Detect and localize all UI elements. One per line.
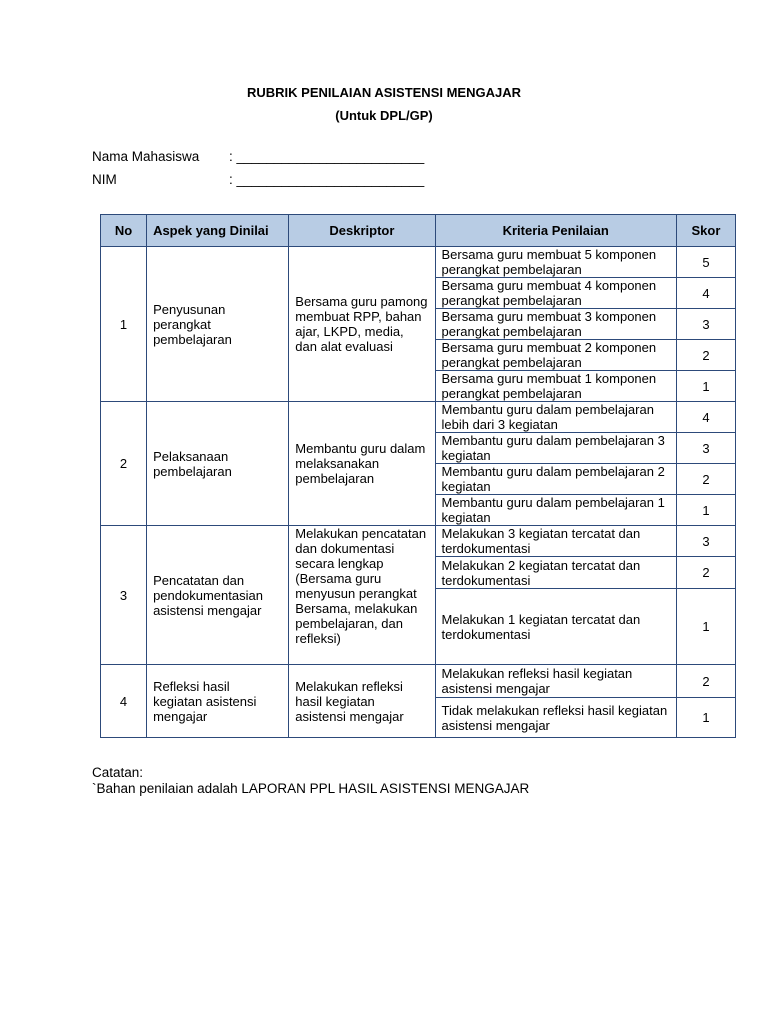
header-skor: Skor [676, 215, 735, 247]
skor-cell: 5 [676, 247, 735, 278]
skor-cell: 4 [676, 402, 735, 433]
nama-field [92, 149, 424, 164]
table-row [101, 402, 736, 433]
header-kriteria: Kriteria Penilaian [435, 215, 676, 247]
kriteria-cell: Membantu guru dalam pembelajaran 3 kegiatan [435, 433, 676, 464]
nim-value[interactable]: : _________________________ [229, 172, 425, 187]
skor-cell: 4 [676, 278, 735, 309]
row-deskriptor: Membantu guru dalam melaksanakan pembelajaran [289, 402, 435, 526]
kriteria-cell: Melakukan 3 kegiatan tercatat dan terdokumentasi [435, 526, 676, 557]
table-row [101, 247, 736, 278]
nama-label: Nama Mahasiswa [92, 149, 200, 164]
table-row [101, 665, 736, 698]
kriteria-cell: Melakukan 1 kegiatan tercatat dan terdokumentasi [435, 589, 676, 665]
kriteria-cell: Membantu guru dalam pembelajaran 1 kegiatan [435, 495, 676, 526]
table-row [101, 526, 736, 557]
skor-cell: 3 [676, 433, 735, 464]
document-title: RUBRIK PENILAIAN ASISTENSI MENGAJAR [247, 85, 521, 100]
kriteria-cell: Bersama guru membuat 2 komponen perangkat pembelajaran [435, 340, 676, 371]
notes-section [92, 765, 529, 797]
kriteria-cell: Bersama guru membuat 5 komponen perangkat pembelajaran [435, 247, 676, 278]
kriteria-cell: Membantu guru dalam pembelajaran 2 kegiatan [435, 464, 676, 495]
row-deskriptor: Melakukan refleksi hasil kegiatan asistensi mengajar [289, 665, 435, 738]
row-deskriptor: Bersama guru pamong membuat RPP, bahan ajar, LKPD, media, dan alat evaluasi [289, 247, 435, 402]
row-aspek: Pelaksanaan pembelajaran [147, 402, 289, 526]
nim-label: NIM [92, 172, 117, 187]
row-aspek: Penyusunan perangkat pembelajaran [147, 247, 289, 402]
kriteria-cell: Bersama guru membuat 4 komponen perangkat pembelajaran [435, 278, 676, 309]
header-aspek: Aspek yang Dinilai [147, 215, 289, 247]
row-aspek: Pencatatan dan pendokumentasian asistensi mengajar [147, 526, 289, 665]
nim-field [92, 172, 424, 187]
row-aspek: Refleksi hasil kegiatan asistensi mengajar [147, 665, 289, 738]
skor-cell: 3 [676, 526, 735, 557]
row-no: 1 [101, 247, 147, 402]
kriteria-cell: Melakukan 2 kegiatan tercatat dan terdokumentasi [435, 557, 676, 589]
skor-cell: 2 [676, 340, 735, 371]
skor-cell: 1 [676, 371, 735, 402]
row-no: 2 [101, 402, 147, 526]
notes-text: `Bahan penilaian adalah LAPORAN PPL HASIL ASISTENSI MENGAJAR [92, 781, 530, 796]
kriteria-cell: Bersama guru membuat 1 komponen perangkat pembelajaran [435, 371, 676, 402]
kriteria-cell: Membantu guru dalam pembelajaran lebih dari 3 kegiatan [435, 402, 676, 433]
row-no: 4 [101, 665, 147, 738]
header-no: No [101, 215, 147, 247]
kriteria-cell: Melakukan refleksi hasil kegiatan asistensi mengajar [435, 665, 676, 698]
kriteria-cell: Bersama guru membuat 3 komponen perangkat pembelajaran [435, 309, 676, 340]
notes-label: Catatan: [92, 765, 144, 780]
skor-cell: 2 [676, 464, 735, 495]
row-deskriptor: Melakukan pencatatan dan dokumentasi secara lengkap (Bersama guru menyusun perangkat Bersama, melakukan pembelajaran, dan refleksi) [289, 526, 435, 665]
rubric-table [100, 214, 736, 738]
document-subtitle: (Untuk DPL/GP) [335, 108, 433, 123]
skor-cell: 1 [676, 698, 735, 738]
table-header-row [101, 215, 736, 247]
skor-cell: 2 [676, 557, 735, 589]
skor-cell: 1 [676, 495, 735, 526]
skor-cell: 3 [676, 309, 735, 340]
skor-cell: 2 [676, 665, 735, 698]
row-no: 3 [101, 526, 147, 665]
header-deskriptor: Deskriptor [289, 215, 435, 247]
kriteria-cell: Tidak melakukan refleksi hasil kegiatan asistensi mengajar [435, 698, 676, 738]
nama-value[interactable]: : _________________________ [229, 149, 425, 164]
skor-cell: 1 [676, 589, 735, 665]
